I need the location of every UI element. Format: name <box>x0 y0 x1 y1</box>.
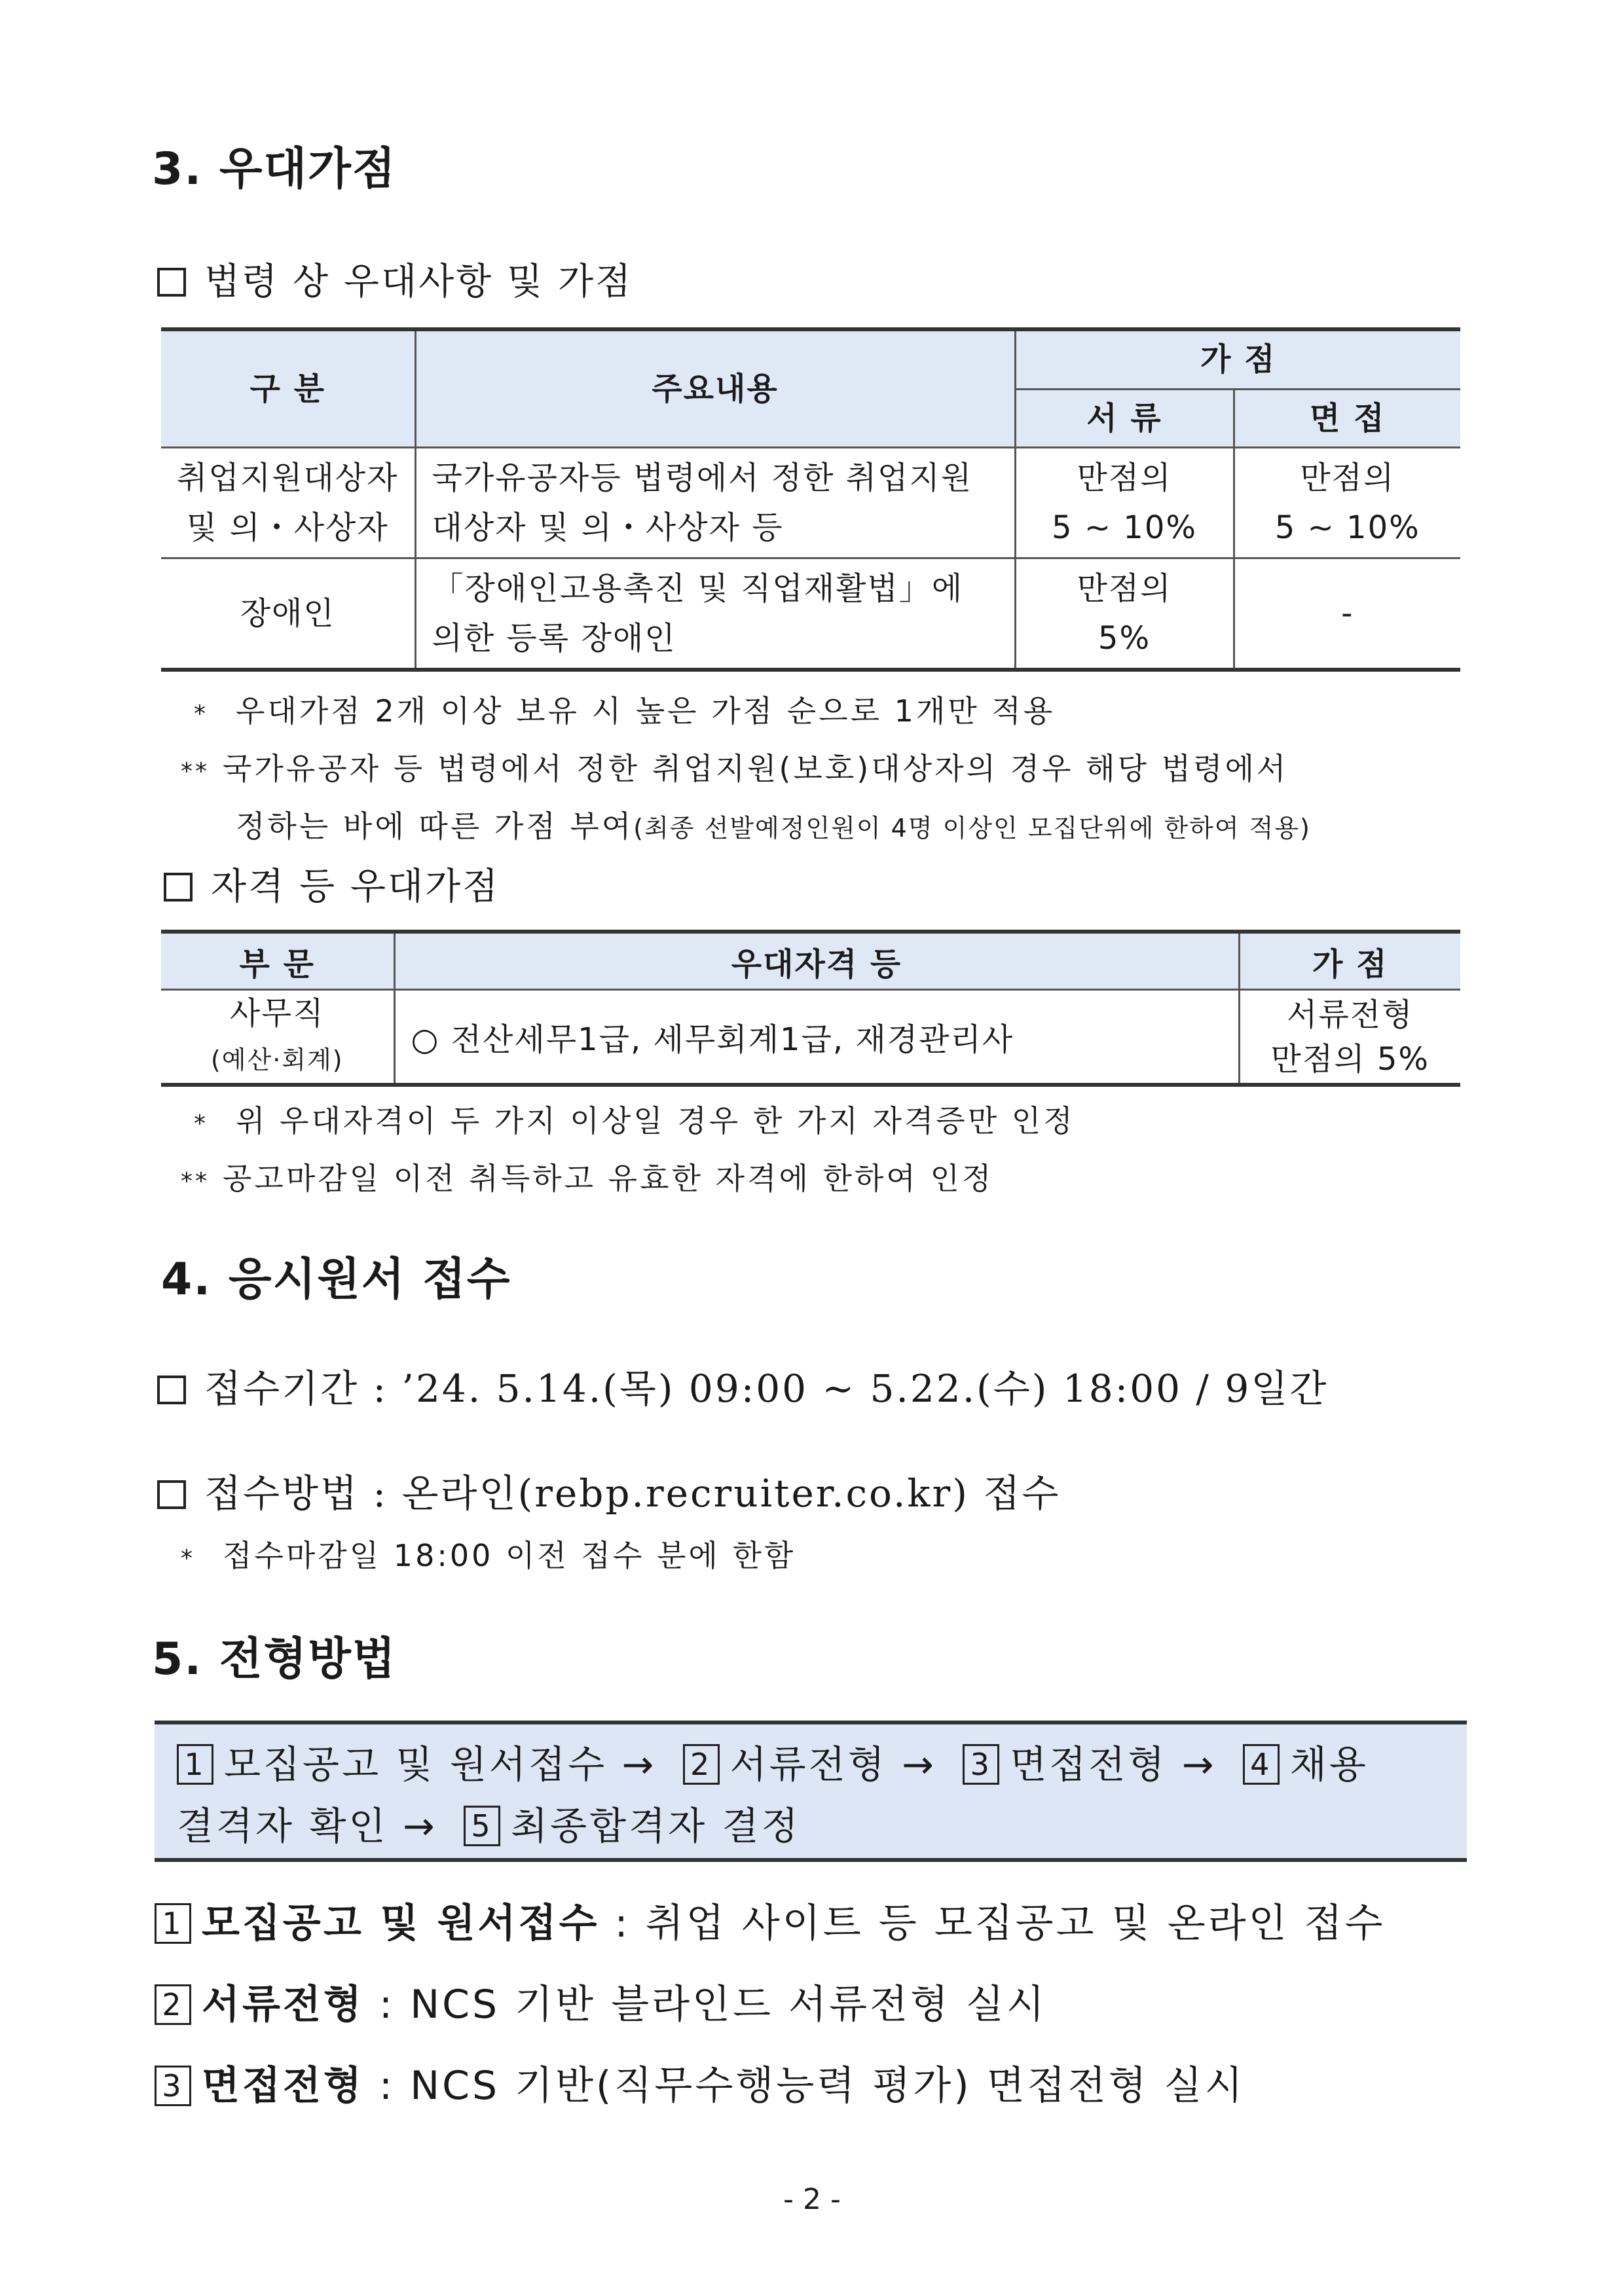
section-3-title: 3. 우대가점 <box>152 143 397 195</box>
page-number: - 2 - <box>783 2183 841 2216</box>
row1-interview-points: 만점의 5 ~ 10% <box>1234 448 1460 558</box>
step-3: 3 면접전형 : NCS 기반(직무수행능력 평가) 면접전형 실시 <box>155 2054 1246 2111</box>
subsection-legal-preference <box>157 253 633 305</box>
checkbox-square-icon <box>157 1376 186 1404</box>
col-interview-header: 면 접 <box>1234 389 1460 448</box>
row1-content: 국가유공자등 법령에서 정한 취업지원 대상자 및 의・사상자 등 <box>415 448 1015 558</box>
note-preference-1: * 우대가점 2개 이상 보유 시 높은 가점 순으로 1개만 적용 <box>194 693 1056 729</box>
selection-process-flow <box>155 1721 1467 1862</box>
row2-interview-points: - <box>1234 558 1460 670</box>
flow-line-1: 1 모집공고 및 원서접수 → 2 서류전형 → 3 면접전형 → 4 채용 <box>177 1734 1445 1795</box>
points-cell: 서류전형 만점의 5% <box>1239 990 1460 1085</box>
section-5-title: 5. 전형방법 <box>152 1633 397 1685</box>
note-qualification-2: ** 공고마감일 이전 취득하고 유효한 자격에 한하여 인정 <box>181 1161 994 1196</box>
checkbox-square-icon <box>157 1480 186 1509</box>
flow-line-2: 결격자 확인 → 5 최종합격자 결정 <box>177 1804 801 1848</box>
row2-document-points: 만점의 5% <box>1015 558 1234 670</box>
row2-content: 「장애인고용촉진 및 직업재활법」에 의한 등록 장애인 <box>415 558 1015 670</box>
table-row <box>161 558 1460 670</box>
col-points-header: 가 점 <box>1239 932 1460 990</box>
subsection-qualification <box>164 858 500 910</box>
col-points-header: 가 점 <box>1015 329 1460 389</box>
col-dept-header: 부 문 <box>161 932 394 990</box>
dept-cell: 사무직 (예산·회계) <box>161 990 394 1085</box>
col-content-header: 주요내용 <box>415 329 1015 448</box>
legal-preference-table <box>161 327 1460 672</box>
checkbox-square-icon <box>164 873 193 902</box>
checkbox-square-icon <box>157 268 186 297</box>
qualification-table <box>161 930 1460 1087</box>
application-method: 접수방법 : 온라인(rebp.recruiter.co.kr) 접수 <box>157 1463 1060 1518</box>
subsection-legal-preference-title: 법령 상 우대사항 및 가점 <box>204 261 633 303</box>
note-qualification-1: * 위 우대자격이 두 가지 이상일 경우 한 가지 자격증만 인정 <box>194 1103 1075 1139</box>
col-category-header: 구 분 <box>161 329 415 448</box>
qual-cell: ○ 전산세무1급, 세무회계1급, 재경관리사 <box>394 990 1239 1085</box>
step-2: 2 서류전형 : NCS 기반 블라인드 서류전형 실시 <box>155 1973 1047 2030</box>
application-period: 접수기간 : ’24. 5.14.(목) 09:00 ~ 5.22.(수) 18:00 / 9일간 <box>157 1358 1328 1413</box>
subsection-qualification-title: 자격 등 우대가점 <box>211 866 500 908</box>
table-row <box>161 990 1460 1085</box>
col-document-header: 서 류 <box>1015 389 1234 448</box>
row1-category: 취업지원대상자 및 의・사상자 <box>161 448 415 558</box>
note-preference-2-cont: 정하는 바에 따른 가점 부여(최종 선발예정인원이 4명 이상인 모집단위에 한하여 적용) <box>236 809 1311 844</box>
table-row <box>161 448 1460 558</box>
step-1: 1 모집공고 및 원서접수 : 취업 사이트 등 모집공고 및 온라인 접수 <box>155 1892 1386 1948</box>
note-preference-2: ** 국가유공자 등 법령에서 정한 취업지원(보호)대상자의 경우 해당 법령에서 <box>181 751 1289 786</box>
row1-document-points: 만점의 5 ~ 10% <box>1015 448 1234 558</box>
row2-category: 장애인 <box>161 558 415 670</box>
application-note: * 접수마감일 18:00 이전 접수 분에 한함 <box>181 1538 796 1573</box>
col-qual-header: 우대자격 등 <box>394 932 1239 990</box>
section-4-title: 4. 응시원서 접수 <box>161 1254 511 1305</box>
